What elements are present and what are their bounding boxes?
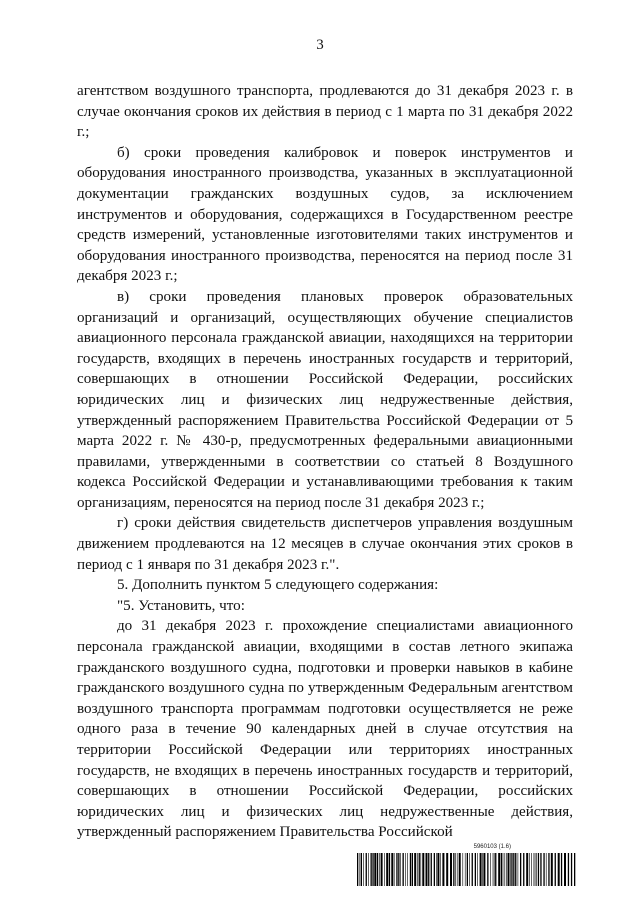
document-body — [77, 81, 573, 843]
paragraph-1: агентством воздушного транспорта, продлеваются до 31 декабря 2023 г. в случае окончания сроков их действия в период с 1 марта по 31 декабря 2022 г.; — [77, 83, 573, 141]
paragraph-3: в) сроки проведения плановых проверок образовательных организаций и организаций, осуществляющих обучение специалистов авиационного персонала гражданской авиации, находящихся на территории государств, входящих в перечень иностранных государств и территорий, совершающих в отношении Российской Федерации, российских юридических лиц и физических лиц недружественные действия, утвержденный распоряжением Правительства Российской Федерации от 5 марта 2022 г. № 430-р, предусмотренных федеральными авиационными правилами, утвержденными в соответствии со статьей 8 Воздушного кодекса Российской Федерации и устанавливающими требования к таким организациям, переносятся на период после 31 декабря 2023 г.; — [77, 288, 573, 511]
barcode — [357, 844, 577, 888]
barcode-number: 5960103 (1.6) — [473, 844, 511, 850]
paragraph-5: 5. Дополнить пунктом 5 следующего содержания: — [117, 577, 439, 594]
paragraph-2: б) сроки проведения калибровок и поверок инструментов и оборудования иностранного производства, указанных в эксплуатационной документации гражданских воздушных судов, за исключением инструментов и оборудования, содержащихся в Государственном реестре средств измерений, установленные изготовителями таких инструментов и оборудования иностранного производства, переносятся на период после 31 декабря 2023 г.; — [77, 144, 573, 285]
paragraph-4: г) сроки действия свидетельств диспетчеров управления воздушным движением продлеваются на 12 месяцев в случае окончания этих сроков в период с 1 января по 31 декабря 2023 г.". — [77, 515, 573, 573]
barcode-bars — [357, 853, 577, 886]
paragraph-7: до 31 декабря 2023 г. прохождение специалистами авиационного персонала гражданской авиации, входящими в состав летного экипажа гражданского воздушного судна, подготовки и проверки навыков в кабине гражданского воздушного судна по утвержденным Федеральным агентством воздушного транспорта программам подготовки осуществляется не реже одного раза в течение 90 календарных дней в случае отсутствия на территории Российской Федерации или территориях иностранных государств, не входящих в перечень иностранных государств и территорий, совершающих в отношении Российской Федерации, российских юридических лиц и физических лиц недружественные действия, утвержденный распоряжением Правительства Российской — [77, 618, 573, 841]
paragraph-6: "5. Установить, что: — [117, 597, 245, 614]
page-number: 3 — [316, 37, 324, 53]
